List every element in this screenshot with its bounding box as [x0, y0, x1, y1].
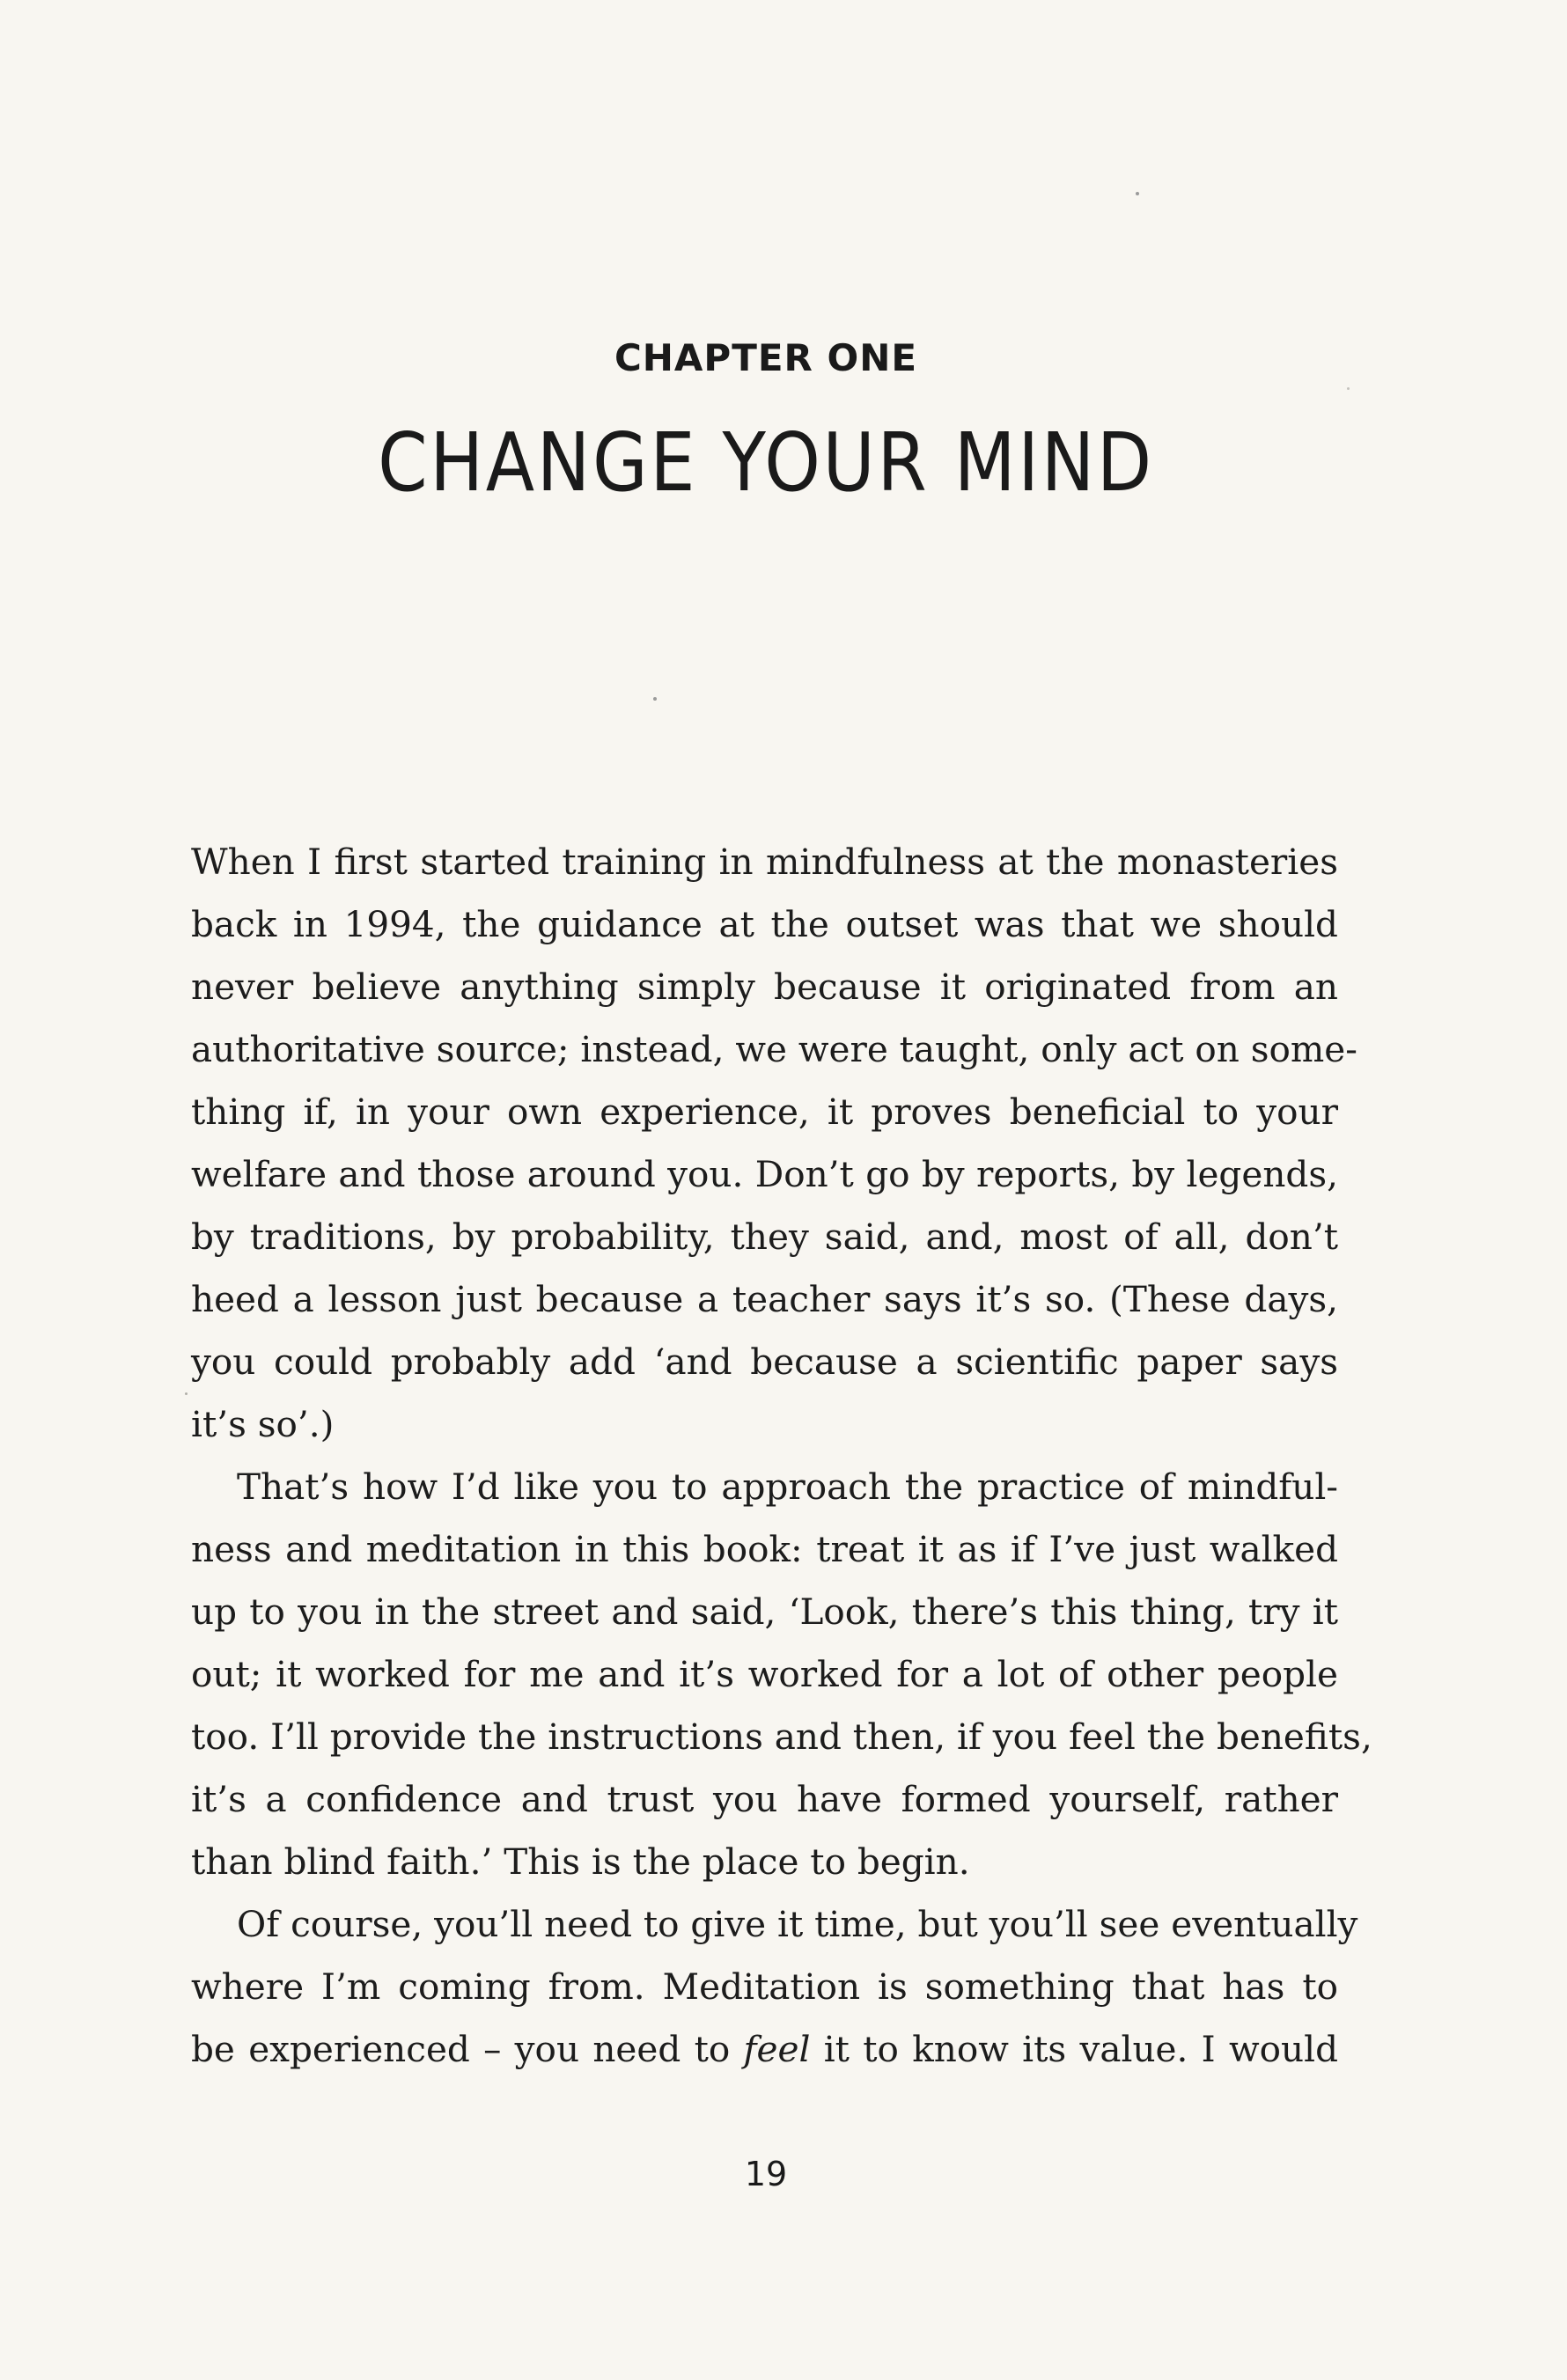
- paper-speck: [1347, 387, 1350, 390]
- text-line: never believe anything simply because it originated from an: [191, 966, 1338, 1008]
- text-line: too. I’ll provide the instructions and then, if you feel the benefits,: [191, 1715, 1372, 1758]
- text-line: by traditions, by probability, they said, and, most of all, don’t: [191, 1216, 1338, 1258]
- text-line: ness and meditation in this book: treat it as if I’ve just walked: [191, 1528, 1338, 1570]
- text-line: it’s a confidence and trust you have formed yourself, rather: [191, 1778, 1338, 1820]
- text-line: up to you in the street and said, ‘Look, there’s this thing, try it: [191, 1590, 1338, 1633]
- chapter-title: CHANGE YOUR MIND: [378, 415, 1154, 510]
- text-fragment: it to know its value. I would: [810, 2028, 1338, 2070]
- text-line: out; it worked for me and it’s worked for a lot of other people: [191, 1653, 1338, 1695]
- chapter-label: CHAPTER ONE: [614, 336, 918, 379]
- paper-speck: [1136, 192, 1139, 195]
- text-line: [191, 2018, 1338, 2081]
- paper-speck: [653, 697, 657, 701]
- page-number: 19: [744, 2155, 788, 2193]
- paper-speck: [185, 1392, 188, 1395]
- text-line: welfare and those around you. Don’t go by reports, by legends,: [191, 1153, 1338, 1195]
- text-line: Of course, you’ll need to give it time, but you’ll see eventually: [237, 1903, 1358, 1945]
- text-line: back in 1994, the guidance at the outset was that we should: [191, 903, 1338, 945]
- text-line: authoritative source; instead, we were taught, only act on some-: [191, 1028, 1357, 1070]
- text-line: heed a lesson just because a teacher says it’s so. (These days,: [191, 1278, 1338, 1320]
- text-line: When I first started training in mindfulness at the monasteries: [191, 841, 1338, 883]
- text-line: thing if, in your own experience, it proves beneficial to your: [191, 1091, 1338, 1133]
- text-line: you could probably add ‘and because a scientific paper says: [191, 1341, 1338, 1383]
- text-line: where I’m coming from. Meditation is something that has to: [191, 1965, 1338, 2008]
- text-line: That’s how I’d like you to approach the practice of mindful-: [237, 1465, 1338, 1508]
- emphasized-word: feel: [743, 2028, 811, 2070]
- text-fragment: be experienced – you need to: [191, 2028, 744, 2070]
- text-line: it’s so’.): [191, 1403, 335, 1445]
- text-line: than blind faith.’ This is the place to begin.: [191, 1840, 970, 1883]
- body-text: [191, 831, 1372, 2081]
